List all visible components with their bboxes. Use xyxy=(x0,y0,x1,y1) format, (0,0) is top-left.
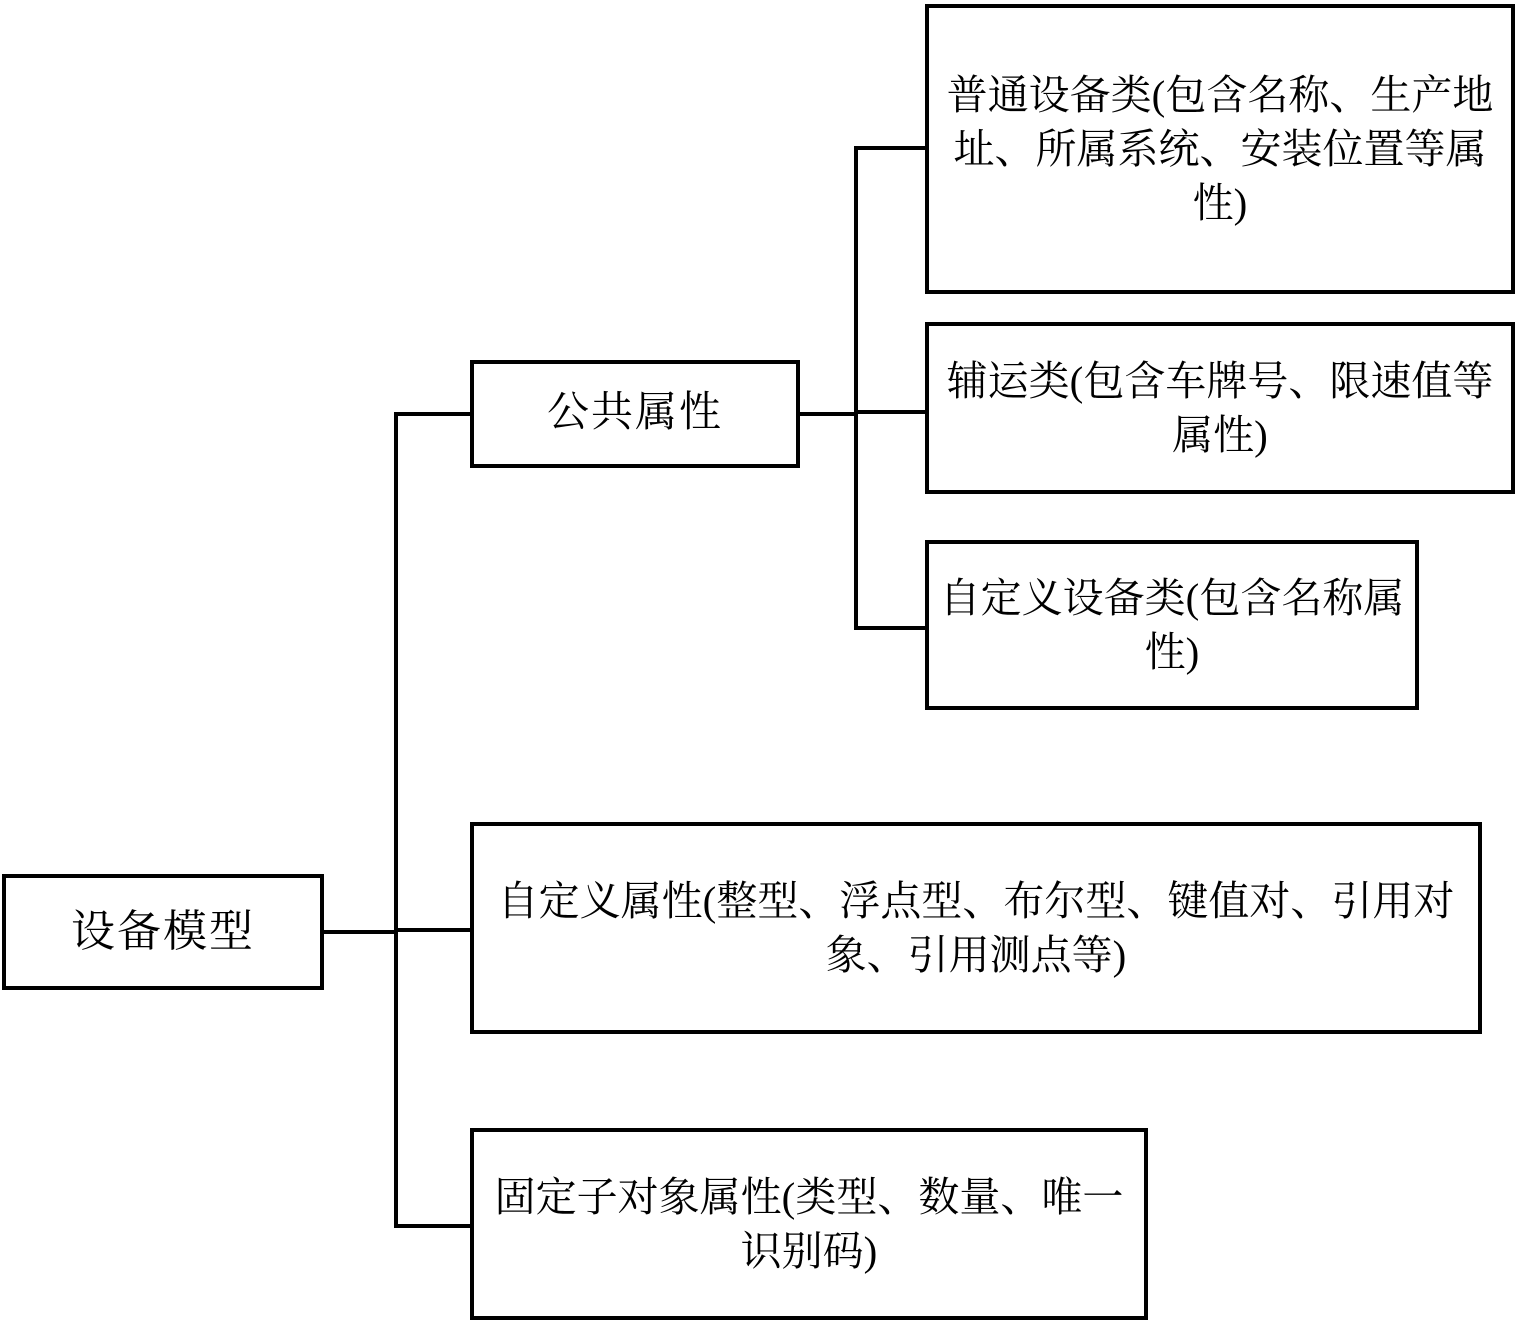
node-custom-attributes[interactable] xyxy=(470,822,1482,1034)
edge-root-stub xyxy=(324,930,398,934)
edge-public-stub xyxy=(800,412,856,416)
node-device-model[interactable] xyxy=(2,874,324,990)
node-public-attributes-label: 公共属性 xyxy=(546,390,723,437)
edge-public-to-transport xyxy=(854,410,928,414)
node-fixed-child-object-attributes[interactable] xyxy=(470,1128,1148,1320)
edge-public-to-custom-device xyxy=(854,626,928,630)
node-device-model-label: 设备模型 xyxy=(71,906,255,956)
node-transport-class[interactable] xyxy=(925,322,1515,494)
edge-root-to-fixed-child xyxy=(394,1224,472,1228)
node-fixed-child-object-attributes-label: 固定子对象属性(类型、数量、唯一识别码) xyxy=(494,1173,1124,1274)
edge-public-trunk xyxy=(854,146,858,630)
node-custom-device-class-label: 自定义设备类(包含名称属性) xyxy=(939,574,1405,675)
node-transport-class-label: 辅运类(包含车牌号、限速值等属性) xyxy=(946,357,1494,458)
node-custom-device-class[interactable] xyxy=(925,540,1419,710)
node-common-device-class[interactable] xyxy=(925,4,1515,294)
edge-root-to-custom-attr xyxy=(394,928,472,932)
edge-root-trunk xyxy=(394,412,398,1228)
edge-root-to-public xyxy=(394,412,472,416)
node-common-device-class-label: 普通设备类(包含名称、生产地址、所属系统、安装位置等属性) xyxy=(946,71,1494,227)
node-public-attributes[interactable] xyxy=(470,360,800,468)
node-custom-attributes-label: 自定义属性(整型、浮点型、布尔型、键值对、引用对象、引用测点等) xyxy=(497,877,1455,978)
edge-public-to-common-device xyxy=(854,146,928,150)
